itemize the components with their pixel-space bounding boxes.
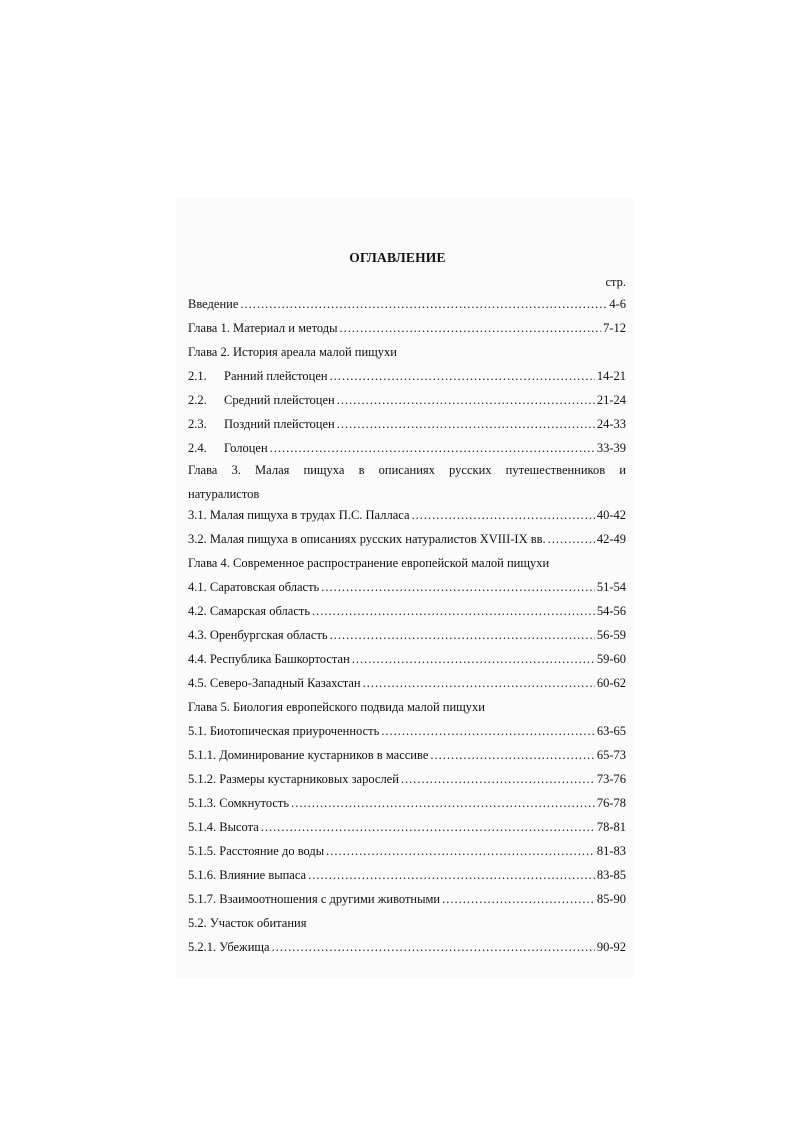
toc-entry-title: 5.1.2. Размеры кустарниковых зарослей (188, 772, 399, 786)
toc-entry-5-1-4 (188, 817, 626, 837)
toc-entry-pages: 7-12 (603, 321, 626, 335)
toc-entry-pages: 90-92 (596, 940, 626, 954)
toc-entry-intro (188, 294, 626, 314)
toc-entry-pages: 73-76 (596, 772, 626, 786)
toc-entry-pages: 56-59 (596, 628, 626, 642)
toc-entry-4-5 (188, 673, 626, 693)
toc-entry-number: 2.1. (188, 369, 207, 383)
toc-entry-3-1 (188, 505, 626, 525)
toc-entry-title: Средний плейстоцен (224, 393, 335, 407)
toc-entry-title: 5.1.5. Расстояние до воды (188, 844, 325, 858)
toc-leader-dots (430, 745, 594, 765)
toc-entry-5-1-2 (188, 769, 626, 789)
toc-entry-title: 5.1. Биотопическая приуроченность (188, 724, 380, 738)
toc-entry-title: 4.1. Саратовская область (188, 580, 320, 594)
toc-entry-title: 4.5. Северо-Западный Казахстан (188, 676, 361, 690)
toc-entry-2-4 (188, 438, 626, 458)
toc-entry-title: 5.1.7. Взаимоотношения с другими животными (188, 892, 441, 906)
toc-entry-title: Введение (188, 297, 239, 311)
toc-entry-pages: 42-49 (596, 532, 626, 546)
toc-entry-pages: 85-90 (596, 892, 626, 906)
toc-entry-5-1-3 (188, 793, 626, 813)
toc-entry-title: Глава 1. Материал и методы (188, 321, 338, 335)
toc-leader-dots (321, 577, 595, 597)
toc-chapter-2-heading: Глава 2. История ареала малой пищухи (188, 345, 397, 359)
toc-chapter-3-line-1: Глава 3. Малая пищуха в описаниях русских путешественников и (188, 463, 626, 477)
toc-entry-pages: 33-39 (596, 441, 626, 455)
toc-leader-dots (308, 865, 595, 885)
toc-leader-dots (412, 505, 595, 525)
toc-leader-dots (272, 937, 595, 957)
toc-entry-pages: 14-21 (596, 369, 626, 383)
toc-entry-5-2: 5.2. Участок обитания (188, 916, 307, 930)
toc-entry-pages: 59-60 (596, 652, 626, 666)
toc-leader-dots (401, 769, 595, 789)
toc-entry-2-1 (188, 366, 626, 386)
toc-chapter-5-heading: Глава 5. Биология европейского подвида малой пищухи (188, 700, 485, 714)
toc-entry-pages: 54-56 (596, 604, 626, 618)
toc-leader-dots (352, 649, 595, 669)
toc-entry-title: 5.2.1. Убежища (188, 940, 270, 954)
toc-entry-title: Поздний плейстоцен (224, 417, 335, 431)
toc-entry-5-1-1 (188, 745, 626, 765)
toc-entry-title: 5.1.3. Сомкнутость (188, 796, 290, 810)
toc-chapter-3-line-2: натуралистов (188, 487, 260, 501)
toc-entry-title: 4.4. Республика Башкортостан (188, 652, 350, 666)
toc-entry-title: 5.1.4. Высота (188, 820, 259, 834)
toc-entry-5-1-7 (188, 889, 626, 909)
toc-leader-dots (270, 438, 595, 458)
toc-leader-dots (312, 601, 595, 621)
toc-leader-dots (337, 390, 595, 410)
toc-entry-5-2-1 (188, 937, 626, 957)
toc-entry-2-3 (188, 414, 626, 434)
toc-entry-title: 4.2. Самарская область (188, 604, 311, 618)
toc-entry-pages: 51-54 (596, 580, 626, 594)
toc-entry-pages: 40-42 (596, 508, 626, 522)
toc-leader-dots (381, 721, 595, 741)
toc-entry-4-4 (188, 649, 626, 669)
toc-entry-pages: 78-81 (596, 820, 626, 834)
toc-entry-number: 2.3. (188, 417, 207, 431)
toc-entry-title: 5.1.1. Доминирование кустарников в массиве (188, 748, 429, 762)
toc-leader-dots (240, 294, 607, 314)
toc-entry-pages: 4-6 (609, 297, 626, 311)
toc-entry-number: 2.2. (188, 393, 207, 407)
toc-entry-pages: 83-85 (596, 868, 626, 882)
toc-entry-pages: 60-62 (596, 676, 626, 690)
toc-entry-title: 3.1. Малая пищуха в трудах П.С. Палласа (188, 508, 410, 522)
toc-entry-title: 4.3. Оренбургская область (188, 628, 328, 642)
toc-entry-title: 5.1.6. Влияние выпаса (188, 868, 307, 882)
toc-leader-dots (337, 414, 595, 434)
toc-entry-title: Ранний плейстоцен (224, 369, 328, 383)
toc-leader-dots (442, 889, 595, 909)
page-title: ОГЛАВЛЕНИЕ (349, 250, 446, 265)
toc-entry-5-1 (188, 721, 626, 741)
toc-leader-dots (548, 529, 595, 549)
toc-leader-dots (340, 318, 602, 338)
toc-leader-dots (261, 817, 595, 837)
toc-entry-5-1-5 (188, 841, 626, 861)
toc-leader-dots (330, 366, 595, 386)
page-column-label: стр. (605, 275, 626, 289)
toc-entry-4-3 (188, 625, 626, 645)
toc-entry-4-1 (188, 577, 626, 597)
toc-entry-title: Голоцен (224, 441, 268, 455)
toc-entry-2-2 (188, 390, 626, 410)
toc-entry-chapter-1 (188, 318, 626, 338)
toc-entry-5-1-6 (188, 865, 626, 885)
toc-entry-3-2 (188, 529, 626, 549)
toc-entry-pages: 81-83 (596, 844, 626, 858)
toc-entry-title: 3.2. Малая пищуха в описаниях русских натуралистов XVIII-IX вв. (188, 532, 546, 546)
toc-leader-dots (330, 625, 595, 645)
toc-entry-pages: 21-24 (596, 393, 626, 407)
toc-leader-dots (326, 841, 595, 861)
toc-leader-dots (363, 673, 595, 693)
toc-entry-pages: 24-33 (596, 417, 626, 431)
toc-entry-pages: 65-73 (596, 748, 626, 762)
toc-chapter-4-heading: Глава 4. Современное распространение европейской малой пищухи (188, 556, 550, 570)
toc-entry-pages: 63-65 (596, 724, 626, 738)
toc-entry-pages: 76-78 (596, 796, 626, 810)
toc-leader-dots (291, 793, 595, 813)
toc-entry-4-2 (188, 601, 626, 621)
toc-entry-number: 2.4. (188, 441, 207, 455)
toc-chapter-3-heading (188, 458, 626, 506)
